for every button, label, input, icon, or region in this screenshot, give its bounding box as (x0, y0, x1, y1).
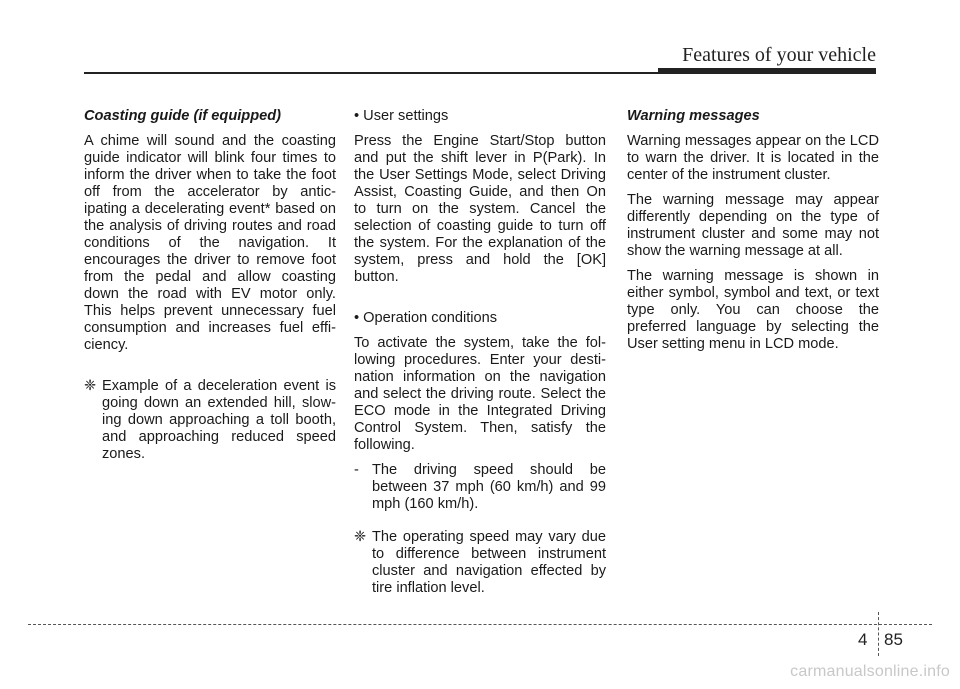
chapter-number: 4 (858, 630, 868, 649)
footer-divider (878, 612, 879, 656)
column-warning-messages (627, 108, 879, 361)
coasting-guide-paragraph: A chime will sound and the coasting guide indicator will blink four times to inform the driver when to take the foot off from the accelerator by antic- ipating a decelerating event* based on the analysis of driving routes and road conditions of the navigation. It encourages the driver to remove foot from the pedal and allow coasting down the road with EV motor only. This helps prevent unnecessary fuel consumption and increases fuel effi- ciency. (84, 133, 336, 353)
column-settings (354, 108, 606, 597)
user-settings-bullet: • User settings (354, 108, 449, 124)
deceleration-note-text: Example of a deceleration event is going down an extended hill, slow- ing down approaching a toll booth, and approaching reduced speed zones. (102, 378, 336, 462)
header-title: Features of your vehicle (682, 44, 876, 66)
footer-dashed-rule (28, 624, 932, 625)
speed-condition-item (354, 462, 606, 513)
section-heading-warning-messages: Warning messages (627, 108, 760, 124)
note-mark-icon: ❈ (354, 529, 367, 545)
user-settings-paragraph: Press the Engine Start/Stop button and put the shift lever in P(Park). In the User Settings Mode, select Driving Assist, Coasting Guide, and then On to turn on the system. Cancel the selection of coasting guide to turn off the system. For the explanation of the system, press and hold the [OK] button. (354, 133, 606, 285)
warning-paragraph-1: Warning messages appear on the LCD to warn the driver. It is located in the center of the instrument cluster. (627, 133, 879, 183)
page-number: 85 (884, 630, 903, 649)
column-coasting-guide (84, 108, 336, 463)
dash-mark: - (354, 462, 359, 478)
warning-paragraph-2: The warning message may appear differently depending on the type of instrument cluster and some may not show the warning message at all. (627, 192, 879, 259)
speed-condition-text: The driving speed should be between 37 mph (60 km/h) and 99 mph (160 km/h). (372, 462, 606, 512)
warning-paragraph-3: The warning message is shown in either symbol, symbol and text, or text type only. You can choose the preferred language by selecting the User setting menu in LCD mode. (627, 268, 879, 352)
note-mark-icon: ❈ (84, 378, 97, 394)
deceleration-note (84, 378, 336, 463)
operating-speed-note-text: The operating speed may vary due to difference between instrument cluster and navigation effected by tire inflation level. (372, 529, 606, 596)
operation-conditions-bullet: • Operation conditions (354, 310, 498, 326)
section-heading-coasting-guide: Coasting guide (if equipped) (84, 108, 282, 124)
header-rule-accent (658, 68, 876, 74)
operation-conditions-paragraph: To activate the system, take the fol- lowing procedures. Enter your desti- nation information on the navigation and select the driving route. Select the ECO mode in the Integrated Driving Control System. Then, satisfy the following. (354, 335, 606, 453)
watermark: carmanualsonline.info (790, 663, 950, 680)
operating-speed-note (354, 529, 606, 597)
